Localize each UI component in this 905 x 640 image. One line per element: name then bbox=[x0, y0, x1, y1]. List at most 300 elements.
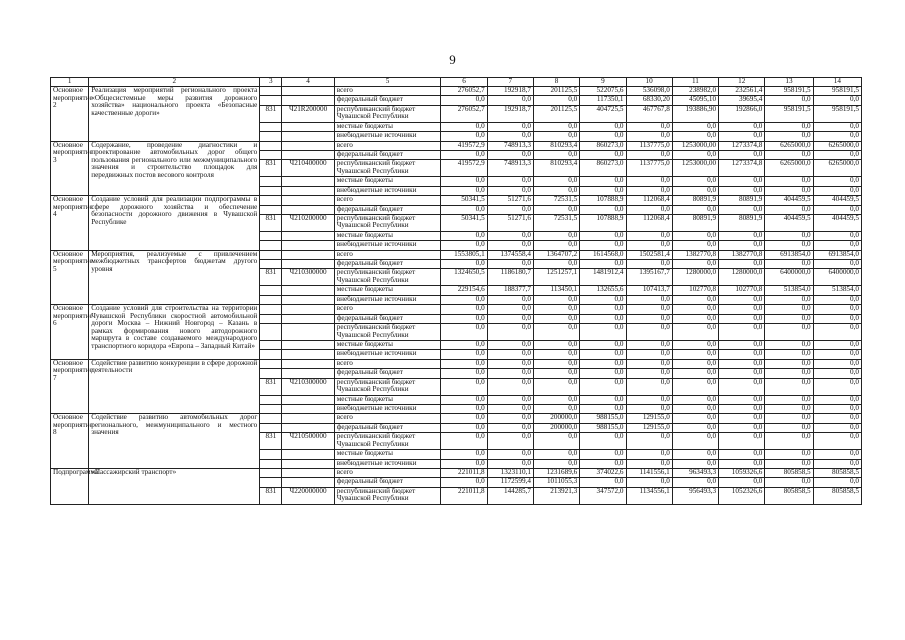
amount-cell: 0,0 bbox=[813, 295, 861, 304]
amount-cell: 0,0 bbox=[626, 260, 672, 269]
amount-cell: 0,0 bbox=[487, 96, 533, 105]
column-header: 8 bbox=[533, 78, 579, 87]
amount-cell: 0,0 bbox=[813, 341, 861, 350]
target-article bbox=[282, 395, 334, 404]
budget-table bbox=[50, 77, 862, 505]
amount-cell: 0,0 bbox=[441, 341, 487, 350]
amount-cell: 0,0 bbox=[626, 241, 672, 250]
amount-cell: 112068,4 bbox=[626, 196, 672, 205]
amount-cell: 0,0 bbox=[719, 350, 765, 359]
amount-cell: 1280000,0 bbox=[719, 269, 765, 286]
amount-cell: 419572,9 bbox=[441, 160, 487, 177]
amount-cell: 0,0 bbox=[580, 478, 626, 487]
funding-source: республиканский бюджет Чувашской Республики bbox=[334, 487, 441, 504]
amount-cell: 0,0 bbox=[533, 241, 579, 250]
target-article bbox=[282, 87, 334, 96]
amount-cell: 0,0 bbox=[813, 433, 861, 450]
funding-source: местные бюджеты bbox=[334, 450, 441, 459]
column-header: 1 bbox=[51, 78, 89, 87]
amount-cell: 0,0 bbox=[441, 205, 487, 214]
amount-cell: 0,0 bbox=[441, 96, 487, 105]
amount-cell: 1502581,4 bbox=[626, 250, 672, 259]
amount-cell: 0,0 bbox=[813, 205, 861, 214]
amount-cell: 0,0 bbox=[719, 423, 765, 432]
amount-cell: 513854,0 bbox=[765, 286, 813, 295]
funding-source: всего bbox=[334, 468, 441, 477]
amount-cell: 80891,9 bbox=[672, 214, 718, 231]
amount-cell: 0,0 bbox=[719, 395, 765, 404]
amount-cell: 0,0 bbox=[765, 241, 813, 250]
amount-cell: 276052,7 bbox=[441, 87, 487, 96]
amount-cell: 0,0 bbox=[487, 395, 533, 404]
amount-cell: 0,0 bbox=[626, 132, 672, 141]
column-header: 12 bbox=[719, 78, 765, 87]
target-article bbox=[282, 122, 334, 131]
funding-source: всего bbox=[334, 87, 441, 96]
table-row bbox=[51, 305, 862, 314]
amount-cell: 0,0 bbox=[626, 205, 672, 214]
target-article bbox=[282, 414, 334, 423]
amount-cell: 0,0 bbox=[580, 341, 626, 350]
responsible-code bbox=[260, 350, 282, 359]
target-article bbox=[282, 177, 334, 186]
funding-source: республиканский бюджет Чувашской Республики bbox=[334, 105, 441, 122]
responsible-code bbox=[260, 404, 282, 413]
amount-cell: 0,0 bbox=[580, 150, 626, 159]
amount-cell: 0,0 bbox=[813, 122, 861, 131]
funding-source: федеральный бюджет bbox=[334, 96, 441, 105]
amount-cell: 0,0 bbox=[719, 450, 765, 459]
amount-cell: 1011055,3 bbox=[533, 478, 579, 487]
amount-cell: 229154,6 bbox=[441, 286, 487, 295]
amount-cell: 1172599,4 bbox=[487, 478, 533, 487]
funding-source: внебюджетные источники bbox=[334, 241, 441, 250]
amount-cell: 0,0 bbox=[672, 132, 718, 141]
amount-cell: 0,0 bbox=[441, 359, 487, 368]
target-article bbox=[282, 459, 334, 468]
amount-cell: 0,0 bbox=[813, 305, 861, 314]
amount-cell: 0,0 bbox=[813, 241, 861, 250]
funding-source: местные бюджеты bbox=[334, 231, 441, 240]
amount-cell: 419572,9 bbox=[441, 141, 487, 150]
amount-cell: 0,0 bbox=[813, 459, 861, 468]
amount-cell: 0,0 bbox=[487, 186, 533, 195]
amount-cell: 988155,0 bbox=[580, 423, 626, 432]
target-article: Ч210300000 bbox=[282, 269, 334, 286]
funding-source: внебюджетные источники bbox=[334, 295, 441, 304]
responsible-code bbox=[260, 231, 282, 240]
target-article bbox=[282, 241, 334, 250]
target-article bbox=[282, 468, 334, 477]
amount-cell: 0,0 bbox=[765, 450, 813, 459]
amount-cell: 0,0 bbox=[813, 177, 861, 186]
amount-cell: 1251257,1 bbox=[533, 269, 579, 286]
amount-cell: 988155,0 bbox=[580, 414, 626, 423]
responsible-code bbox=[260, 241, 282, 250]
amount-cell: 1137775,0 bbox=[626, 160, 672, 177]
target-article bbox=[282, 369, 334, 378]
amount-cell: 129155,0 bbox=[626, 414, 672, 423]
amount-cell: 113450,1 bbox=[533, 286, 579, 295]
amount-cell: 0,0 bbox=[533, 404, 579, 413]
amount-cell: 117350,1 bbox=[580, 96, 626, 105]
amount-cell: 221011,8 bbox=[441, 487, 487, 504]
amount-cell: 1052326,6 bbox=[719, 487, 765, 504]
amount-cell: 860273,0 bbox=[580, 160, 626, 177]
amount-cell: 129155,0 bbox=[626, 423, 672, 432]
page-number: 9 bbox=[449, 52, 456, 67]
responsible-code: 831 bbox=[260, 269, 282, 286]
amount-cell: 0,0 bbox=[487, 450, 533, 459]
amount-cell: 238982,0 bbox=[672, 87, 718, 96]
amount-cell: 0,0 bbox=[765, 96, 813, 105]
amount-cell: 0,0 bbox=[441, 324, 487, 341]
amount-cell: 0,0 bbox=[626, 459, 672, 468]
section-description: Мероприятия, реализуемые с привлечением межбюджетных трансфертов бюджетам другого уровня bbox=[89, 250, 260, 305]
amount-cell: 0,0 bbox=[533, 459, 579, 468]
amount-cell: 1382770,8 bbox=[672, 250, 718, 259]
amount-cell: 0,0 bbox=[813, 404, 861, 413]
amount-cell: 0,0 bbox=[719, 177, 765, 186]
section-description: Содействие развитию автомобильных дорог регионального, межмуниципального и местного значения bbox=[89, 414, 260, 469]
funding-source: всего bbox=[334, 250, 441, 259]
responsible-code bbox=[260, 459, 282, 468]
amount-cell: 50341,5 bbox=[441, 196, 487, 205]
amount-cell: 0,0 bbox=[672, 186, 718, 195]
amount-cell: 0,0 bbox=[672, 350, 718, 359]
column-header: 11 bbox=[672, 78, 718, 87]
amount-cell: 0,0 bbox=[626, 314, 672, 323]
table-row bbox=[51, 250, 862, 259]
amount-cell: 404459,5 bbox=[765, 214, 813, 231]
amount-cell: 374022,6 bbox=[580, 468, 626, 477]
responsible-code: 831 bbox=[260, 214, 282, 231]
amount-cell: 0,0 bbox=[672, 378, 718, 395]
amount-cell: 0,0 bbox=[533, 341, 579, 350]
target-article bbox=[282, 341, 334, 350]
amount-cell: 0,0 bbox=[533, 231, 579, 240]
target-article bbox=[282, 286, 334, 295]
column-header: 2 bbox=[89, 78, 260, 87]
funding-source: всего bbox=[334, 359, 441, 368]
amount-cell: 0,0 bbox=[765, 295, 813, 304]
amount-cell: 0,0 bbox=[813, 96, 861, 105]
amount-cell: 0,0 bbox=[441, 378, 487, 395]
amount-cell: 0,0 bbox=[626, 359, 672, 368]
amount-cell: 112068,4 bbox=[626, 214, 672, 231]
amount-cell: 200000,0 bbox=[533, 423, 579, 432]
funding-source: всего bbox=[334, 414, 441, 423]
amount-cell: 107888,9 bbox=[580, 196, 626, 205]
amount-cell: 0,0 bbox=[441, 241, 487, 250]
responsible-code bbox=[260, 141, 282, 150]
section-kind: Основное мероприятие 2 bbox=[51, 87, 89, 142]
amount-cell: 0,0 bbox=[580, 205, 626, 214]
amount-cell: 0,0 bbox=[441, 395, 487, 404]
target-article bbox=[282, 305, 334, 314]
amount-cell: 0,0 bbox=[441, 423, 487, 432]
amount-cell: 80891,9 bbox=[672, 196, 718, 205]
amount-cell: 0,0 bbox=[626, 324, 672, 341]
amount-cell: 958191,5 bbox=[765, 87, 813, 96]
amount-cell: 0,0 bbox=[580, 433, 626, 450]
amount-cell: 6265000,0 bbox=[813, 141, 861, 150]
responsible-code: 831 bbox=[260, 487, 282, 504]
funding-source: внебюджетные источники bbox=[334, 404, 441, 413]
amount-cell: 0,0 bbox=[533, 433, 579, 450]
amount-cell: 0,0 bbox=[580, 324, 626, 341]
amount-cell: 956493,3 bbox=[672, 487, 718, 504]
amount-cell: 1374558,4 bbox=[487, 250, 533, 259]
amount-cell: 0,0 bbox=[765, 350, 813, 359]
funding-source: республиканский бюджет Чувашской Республики bbox=[334, 269, 441, 286]
amount-cell: 513854,0 bbox=[813, 286, 861, 295]
funding-source: республиканский бюджет Чувашской Республики bbox=[334, 214, 441, 231]
amount-cell: 963493,3 bbox=[672, 468, 718, 477]
amount-cell: 0,0 bbox=[533, 395, 579, 404]
amount-cell: 1134556,1 bbox=[626, 487, 672, 504]
target-article bbox=[282, 324, 334, 341]
section-description: Реализация мероприятий регионального проекта «Общесистемные меры развития дорожного хозяйства» национального проекта «Безопасные качественные дороги» bbox=[89, 87, 260, 142]
amount-cell: 0,0 bbox=[719, 150, 765, 159]
amount-cell: 805858,5 bbox=[813, 487, 861, 504]
section-kind: Подпрограмма bbox=[51, 468, 89, 504]
funding-source: местные бюджеты bbox=[334, 341, 441, 350]
amount-cell: 201125,5 bbox=[533, 105, 579, 122]
amount-cell: 0,0 bbox=[719, 132, 765, 141]
amount-cell: 0,0 bbox=[719, 359, 765, 368]
amount-cell: 1186180,7 bbox=[487, 269, 533, 286]
amount-cell: 0,0 bbox=[719, 459, 765, 468]
section-description: Содержание, проведение диагностики и проектирование автомобильных дорог общего пользования регионального или межмуниципального значения и строительство площадок для передвижных постов весового контроля bbox=[89, 141, 260, 196]
amount-cell: 1273374,8 bbox=[719, 160, 765, 177]
amount-cell: 0,0 bbox=[441, 478, 487, 487]
funding-source: федеральный бюджет bbox=[334, 369, 441, 378]
amount-cell: 0,0 bbox=[580, 450, 626, 459]
target-article bbox=[282, 478, 334, 487]
amount-cell: 860273,0 bbox=[580, 141, 626, 150]
amount-cell: 0,0 bbox=[813, 450, 861, 459]
amount-cell: 0,0 bbox=[719, 314, 765, 323]
amount-cell: 522075,6 bbox=[580, 87, 626, 96]
responsible-code bbox=[260, 359, 282, 368]
amount-cell: 0,0 bbox=[813, 324, 861, 341]
amount-cell: 0,0 bbox=[626, 122, 672, 131]
amount-cell: 107888,9 bbox=[580, 214, 626, 231]
responsible-code bbox=[260, 478, 282, 487]
amount-cell: 0,0 bbox=[487, 205, 533, 214]
amount-cell: 0,0 bbox=[672, 150, 718, 159]
amount-cell: 0,0 bbox=[533, 96, 579, 105]
responsible-code: 831 bbox=[260, 378, 282, 395]
section-description: Содействие развитию конкуренции в сфере дорожной деятельности bbox=[89, 359, 260, 414]
amount-cell: 1323110,1 bbox=[487, 468, 533, 477]
amount-cell: 0,0 bbox=[626, 295, 672, 304]
amount-cell: 0,0 bbox=[626, 378, 672, 395]
amount-cell: 0,0 bbox=[626, 150, 672, 159]
amount-cell: 68330,20 bbox=[626, 96, 672, 105]
amount-cell: 805858,5 bbox=[765, 468, 813, 477]
section-kind: Основное мероприятие 5 bbox=[51, 250, 89, 305]
amount-cell: 0,0 bbox=[533, 378, 579, 395]
amount-cell: 958191,5 bbox=[813, 105, 861, 122]
amount-cell: 0,0 bbox=[487, 350, 533, 359]
amount-cell: 0,0 bbox=[487, 378, 533, 395]
column-header: 9 bbox=[580, 78, 626, 87]
amount-cell: 0,0 bbox=[580, 241, 626, 250]
amount-cell: 213921,3 bbox=[533, 487, 579, 504]
amount-cell: 0,0 bbox=[626, 433, 672, 450]
amount-cell: 0,0 bbox=[626, 350, 672, 359]
amount-cell: 0,0 bbox=[533, 122, 579, 131]
amount-cell: 0,0 bbox=[765, 378, 813, 395]
amount-cell: 0,0 bbox=[626, 395, 672, 404]
target-article bbox=[282, 350, 334, 359]
funding-source: местные бюджеты bbox=[334, 177, 441, 186]
amount-cell: 0,0 bbox=[487, 132, 533, 141]
table-row bbox=[51, 141, 862, 150]
amount-cell: 0,0 bbox=[672, 433, 718, 450]
amount-cell: 0,0 bbox=[765, 341, 813, 350]
amount-cell: 0,0 bbox=[580, 122, 626, 131]
amount-cell: 0,0 bbox=[580, 177, 626, 186]
table-row bbox=[51, 196, 862, 205]
amount-cell: 0,0 bbox=[626, 231, 672, 240]
amount-cell: 0,0 bbox=[672, 450, 718, 459]
funding-source: федеральный бюджет bbox=[334, 205, 441, 214]
amount-cell: 45095,10 bbox=[672, 96, 718, 105]
amount-cell: 0,0 bbox=[813, 395, 861, 404]
amount-cell: 232561,4 bbox=[719, 87, 765, 96]
amount-cell: 347572,0 bbox=[580, 487, 626, 504]
amount-cell: 0,0 bbox=[626, 341, 672, 350]
responsible-code bbox=[260, 369, 282, 378]
amount-cell: 0,0 bbox=[672, 314, 718, 323]
amount-cell: 0,0 bbox=[813, 260, 861, 269]
amount-cell: 0,0 bbox=[441, 260, 487, 269]
table-row bbox=[51, 359, 862, 368]
amount-cell: 1553805,1 bbox=[441, 250, 487, 259]
target-article: Ч210200000 bbox=[282, 214, 334, 231]
amount-cell: 6913854,0 bbox=[765, 250, 813, 259]
amount-cell: 0,0 bbox=[672, 295, 718, 304]
target-article bbox=[282, 96, 334, 105]
amount-cell: 144285,7 bbox=[487, 487, 533, 504]
responsible-code bbox=[260, 450, 282, 459]
amount-cell: 6265000,0 bbox=[765, 141, 813, 150]
amount-cell: 0,0 bbox=[719, 122, 765, 131]
amount-cell: 805858,5 bbox=[765, 487, 813, 504]
amount-cell: 404725,5 bbox=[580, 105, 626, 122]
amount-cell: 0,0 bbox=[580, 260, 626, 269]
amount-cell: 0,0 bbox=[533, 350, 579, 359]
amount-cell: 0,0 bbox=[533, 150, 579, 159]
amount-cell: 0,0 bbox=[719, 404, 765, 413]
amount-cell: 0,0 bbox=[626, 404, 672, 413]
amount-cell: 0,0 bbox=[487, 260, 533, 269]
amount-cell: 958191,5 bbox=[765, 105, 813, 122]
amount-cell: 0,0 bbox=[580, 369, 626, 378]
amount-cell: 1614568,0 bbox=[580, 250, 626, 259]
amount-cell: 0,0 bbox=[672, 478, 718, 487]
amount-cell: 0,0 bbox=[765, 231, 813, 240]
amount-cell: 1280000,0 bbox=[672, 269, 718, 286]
amount-cell: 0,0 bbox=[672, 359, 718, 368]
amount-cell: 0,0 bbox=[672, 423, 718, 432]
column-header: 5 bbox=[334, 78, 441, 87]
responsible-code: 831 bbox=[260, 105, 282, 122]
amount-cell: 80891,9 bbox=[719, 196, 765, 205]
amount-cell: 6400000,0 bbox=[813, 269, 861, 286]
funding-source: республиканский бюджет Чувашской Республики bbox=[334, 378, 441, 395]
target-article: Ч210500000 bbox=[282, 433, 334, 450]
amount-cell: 0,0 bbox=[487, 414, 533, 423]
amount-cell: 0,0 bbox=[672, 395, 718, 404]
amount-cell: 0,0 bbox=[441, 369, 487, 378]
amount-cell: 0,0 bbox=[441, 132, 487, 141]
responsible-code bbox=[260, 286, 282, 295]
funding-source: федеральный бюджет bbox=[334, 478, 441, 487]
amount-cell: 0,0 bbox=[626, 186, 672, 195]
amount-cell: 1324650,5 bbox=[441, 269, 487, 286]
column-header: 3 bbox=[260, 78, 282, 87]
funding-source: республиканский бюджет Чувашской Республики bbox=[334, 324, 441, 341]
amount-cell: 0,0 bbox=[672, 205, 718, 214]
responsible-code: 831 bbox=[260, 433, 282, 450]
section-description: «Пассажирский транспорт» bbox=[89, 468, 260, 504]
amount-cell: 467767,8 bbox=[626, 105, 672, 122]
amount-cell: 0,0 bbox=[765, 414, 813, 423]
amount-cell: 0,0 bbox=[533, 305, 579, 314]
amount-cell: 0,0 bbox=[672, 241, 718, 250]
amount-cell: 192918,7 bbox=[487, 105, 533, 122]
amount-cell: 0,0 bbox=[765, 423, 813, 432]
amount-cell: 0,0 bbox=[765, 459, 813, 468]
target-article: Ч21R200000 bbox=[282, 105, 334, 122]
target-article bbox=[282, 231, 334, 240]
amount-cell: 0,0 bbox=[533, 205, 579, 214]
amount-cell: 0,0 bbox=[672, 369, 718, 378]
responsible-code bbox=[260, 205, 282, 214]
amount-cell: 0,0 bbox=[813, 478, 861, 487]
funding-source: всего bbox=[334, 305, 441, 314]
amount-cell: 0,0 bbox=[441, 433, 487, 450]
amount-cell: 39695,4 bbox=[719, 96, 765, 105]
amount-cell: 0,0 bbox=[487, 369, 533, 378]
amount-cell: 0,0 bbox=[672, 177, 718, 186]
amount-cell: 72531,5 bbox=[533, 196, 579, 205]
amount-cell: 0,0 bbox=[487, 433, 533, 450]
funding-source: всего bbox=[334, 141, 441, 150]
column-header: 4 bbox=[282, 78, 334, 87]
column-header: 10 bbox=[626, 78, 672, 87]
funding-source: местные бюджеты bbox=[334, 286, 441, 295]
section-kind: Основное мероприятие 7 bbox=[51, 359, 89, 414]
amount-cell: 0,0 bbox=[765, 314, 813, 323]
amount-cell: 0,0 bbox=[813, 414, 861, 423]
amount-cell: 748913,3 bbox=[487, 160, 533, 177]
amount-cell: 192866,0 bbox=[719, 105, 765, 122]
amount-cell: 810293,4 bbox=[533, 141, 579, 150]
amount-cell: 0,0 bbox=[626, 369, 672, 378]
amount-cell: 0,0 bbox=[487, 295, 533, 304]
amount-cell: 102770,8 bbox=[672, 286, 718, 295]
amount-cell: 0,0 bbox=[765, 186, 813, 195]
amount-cell: 0,0 bbox=[533, 295, 579, 304]
responsible-code bbox=[260, 324, 282, 341]
amount-cell: 0,0 bbox=[813, 359, 861, 368]
target-article bbox=[282, 141, 334, 150]
